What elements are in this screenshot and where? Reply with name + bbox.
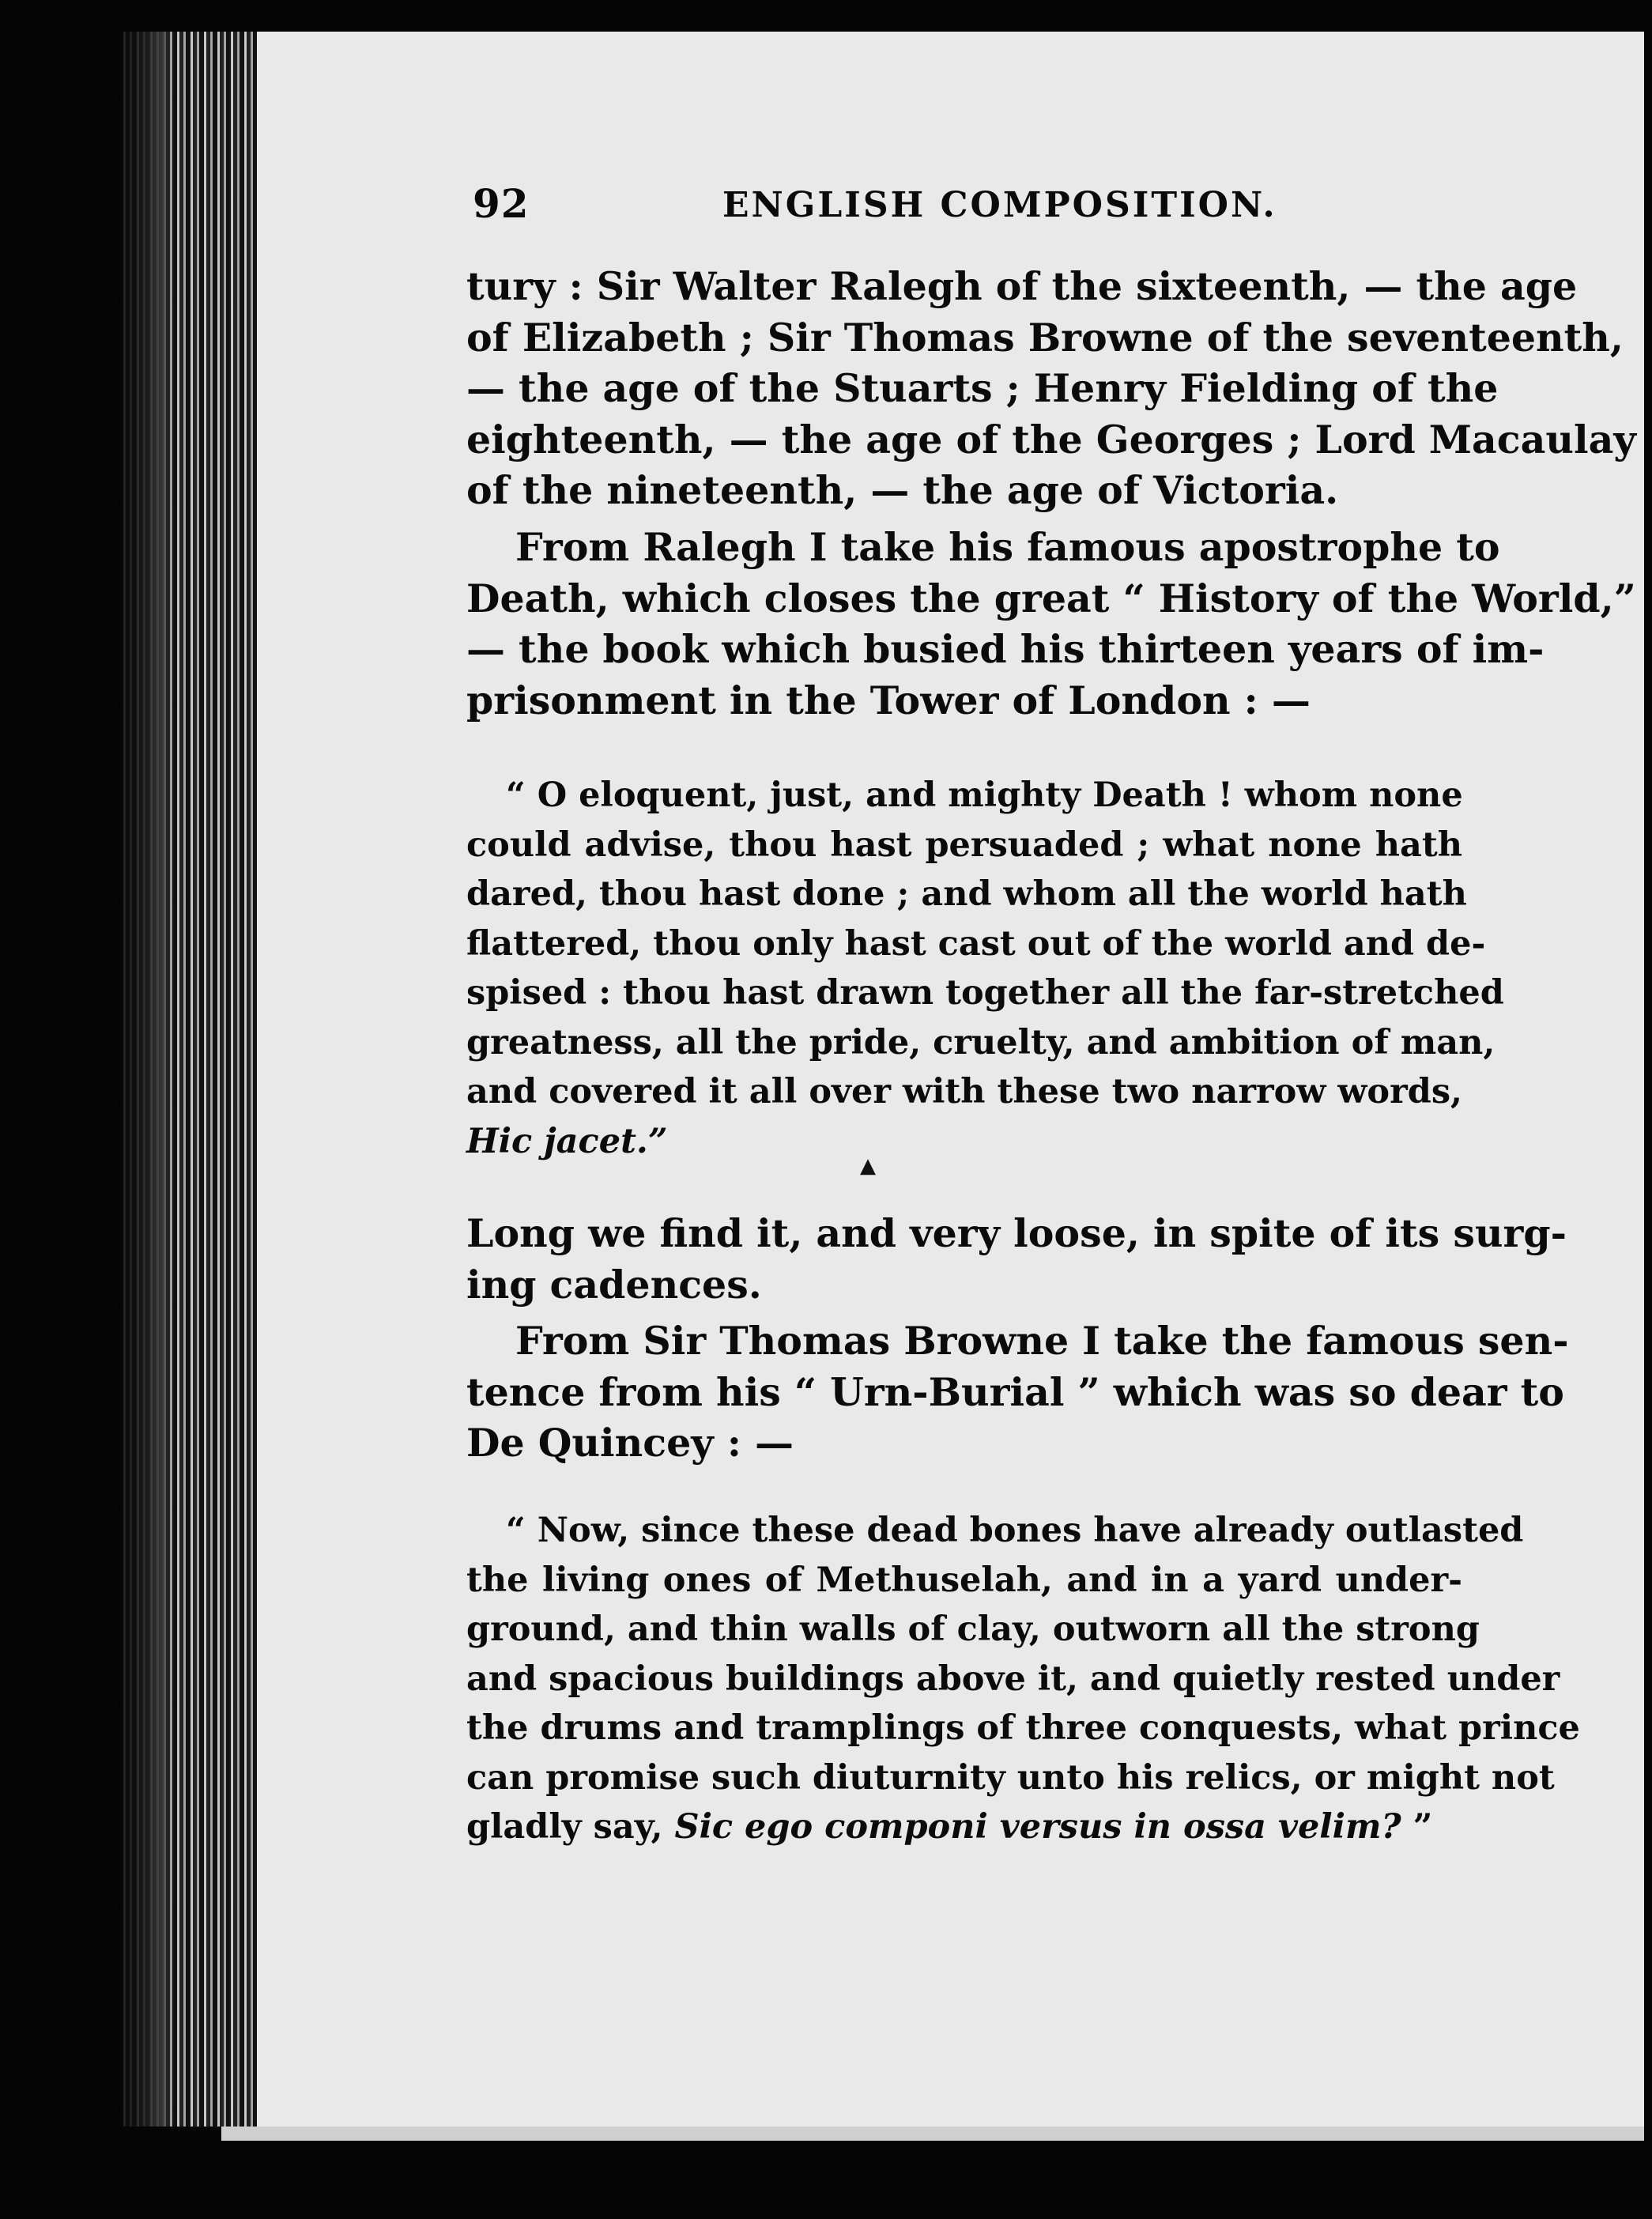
quote-close: ” (1401, 1807, 1433, 1847)
paragraph-continuation (466, 261, 1636, 516)
quote-line: greatness, all the pride, cruelty, and ambition of man, (466, 1022, 1495, 1062)
quote-line: “ O eloquent, just, and mighty Death ! whom none (506, 776, 1463, 815)
paragraph-ralegh (466, 522, 1636, 726)
quote-text: gladly say, (466, 1807, 675, 1847)
quote-line: “ Now, since these dead bones have already outlasted (506, 1511, 1524, 1550)
text-line: — the book which busied his thirteen years of im- (466, 626, 1545, 672)
text-line: From Sir Thomas Browne I take the famous sen- (515, 1318, 1569, 1364)
text-line: tence from his “ Urn-Burial ” which was so dear to (466, 1368, 1564, 1415)
quote-line: Hic jacet.” (466, 1121, 668, 1161)
text-line: tury : Sir Walter Ralegh of the sixteenth, — the age (466, 263, 1578, 309)
text-line: De Quincey : — (466, 1420, 794, 1466)
quote-line: the drums and tramplings of three conquests, what prince (466, 1708, 1580, 1748)
quote-ralegh (466, 771, 1504, 1166)
text-line: of Elizabeth ; Sir Thomas Browne of the seventeenth, (466, 314, 1624, 360)
quote-line: and spacious buildings above it, and quietly rested under (466, 1659, 1560, 1699)
latin-quote: Sic ego componi versus in ossa velim? (674, 1807, 1401, 1847)
quote-line: ground, and thin walls of clay, outworn all the strong (466, 1610, 1480, 1649)
text-line: — the age of the Stuarts ; Henry Fielding of the (466, 365, 1499, 411)
quote-line: spised : thou hast drawn together all the far-stretched (466, 973, 1504, 1013)
paragraph-commentary (466, 1208, 1567, 1310)
quote-line: could advise, thou hast persuaded ; what none hath (466, 825, 1462, 865)
quote-line: and covered it all over with these two narrow words, (466, 1072, 1462, 1111)
book-spine-shadow (119, 32, 166, 2127)
text-line: ing cadences. (466, 1261, 762, 1308)
text-line: eighteenth, — the age of the Georges ; Lord Macaulay (466, 416, 1636, 462)
page-bottom-edge (221, 2127, 1644, 2141)
quote-line (466, 1802, 1462, 1852)
text-line: From Ralegh I take his famous apostrophe to (515, 524, 1500, 570)
ink-speck: ▲ (860, 1154, 876, 1178)
running-header (473, 180, 1453, 236)
quote-line: dared, thou hast done ; and whom all the world hath (466, 874, 1467, 914)
text-line: of the nineteenth, — the age of Victoria. (466, 467, 1339, 513)
paragraph-browne (466, 1315, 1569, 1469)
quote-line: the living ones of Methuselah, and in a yard under- (466, 1560, 1462, 1600)
running-title: ENGLISH COMPOSITION. (722, 185, 1277, 225)
page-number: 92 (473, 180, 530, 227)
quote-browne (466, 1506, 1580, 1852)
quote-line: can promise such diuturnity unto his relics, or might not (466, 1757, 1555, 1798)
quote-line: flattered, thou only hast cast out of the world and de- (466, 923, 1486, 964)
text-line: Death, which closes the great “ History of the World,” (466, 575, 1636, 621)
text-line: Long we find it, and very loose, in spite of its surg- (466, 1210, 1567, 1256)
text-line: prisonment in the Tower of London : — (466, 677, 1311, 723)
